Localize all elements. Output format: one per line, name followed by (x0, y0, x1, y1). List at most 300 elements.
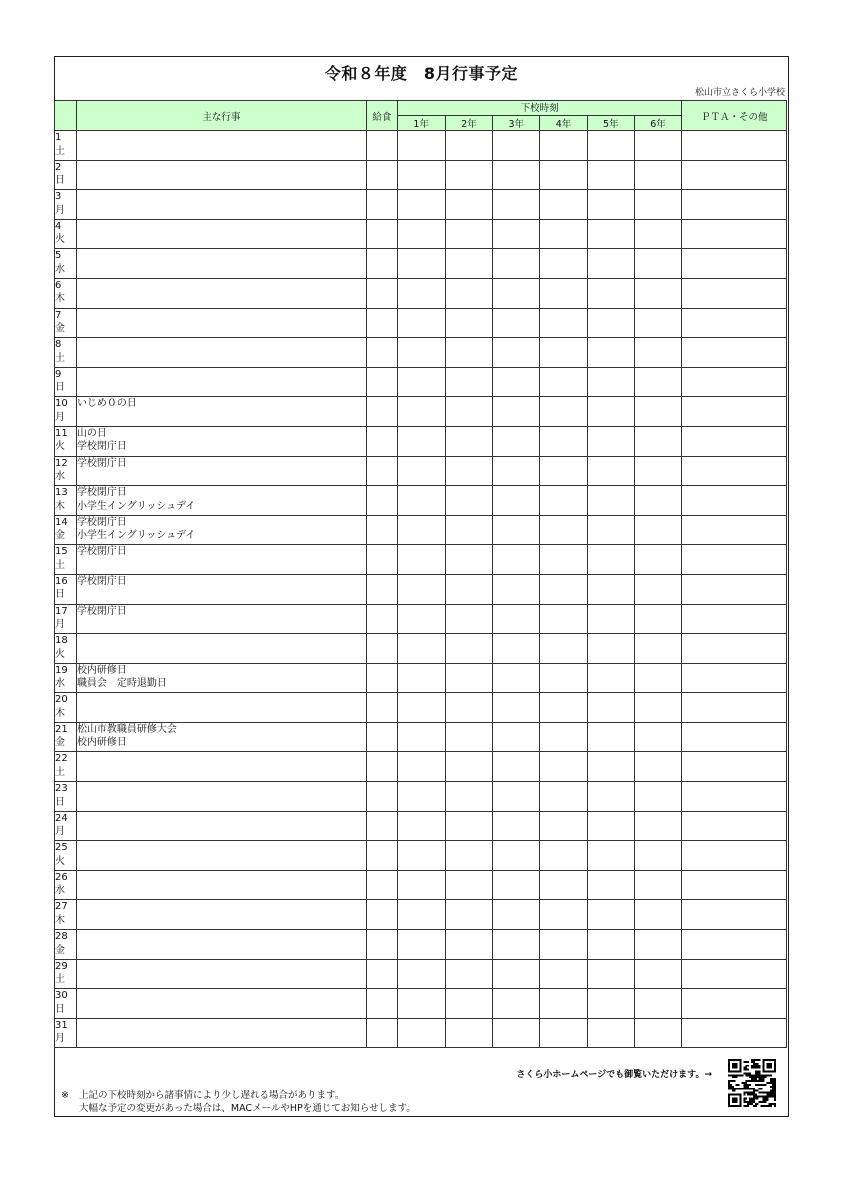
grade-cell (587, 278, 634, 308)
table-row (55, 574, 787, 604)
pta-cell (682, 1018, 787, 1048)
grade-cell (634, 930, 682, 960)
lunch-cell (366, 160, 397, 190)
event-line (77, 989, 366, 1003)
date-number: 23 (55, 783, 68, 795)
day-of-week: 火 (55, 855, 65, 867)
grade-cell (397, 811, 445, 841)
table-row (55, 782, 787, 812)
grade-header: 1年 (397, 116, 445, 131)
lunch-cell (366, 782, 397, 812)
date-number: 9 (55, 368, 62, 380)
events-cell (76, 574, 366, 604)
grade-cell (445, 811, 493, 841)
events-cell (76, 456, 366, 486)
lunch-cell (366, 190, 397, 220)
lunch-cell (366, 693, 397, 723)
grade-cell (493, 190, 540, 220)
grade-cell (634, 722, 682, 752)
date-cell (55, 160, 77, 190)
day-of-week: 日 (55, 796, 65, 808)
pta-cell (682, 634, 787, 664)
grade-cell (540, 249, 588, 279)
day-of-week: 月 (55, 411, 65, 423)
date-cell (55, 426, 77, 456)
date-number: 14 (55, 516, 68, 528)
day-of-week: 木 (55, 914, 65, 926)
event-line (77, 249, 366, 263)
grade-cell (397, 722, 445, 752)
day-of-week: 木 (55, 707, 65, 719)
event-line (77, 338, 366, 352)
grade-cell (445, 338, 493, 368)
table-row (55, 426, 787, 456)
grade-cell (493, 278, 540, 308)
event-line (77, 930, 366, 944)
event-line (77, 900, 366, 914)
grade-cell (540, 693, 588, 723)
notes (61, 1089, 416, 1115)
date-cell (55, 604, 77, 634)
events-cell (76, 131, 366, 161)
grade-cell (587, 722, 634, 752)
grade-cell (493, 693, 540, 723)
date-number: 7 (55, 309, 62, 321)
grade-cell (493, 634, 540, 664)
date-number: 15 (55, 546, 68, 558)
lunch-cell (366, 367, 397, 397)
grade-cell (397, 604, 445, 634)
table-row (55, 870, 787, 900)
date-cell (55, 959, 77, 989)
grade-cell (587, 841, 634, 871)
date-number: 29 (55, 960, 68, 972)
lunch-cell (366, 486, 397, 516)
lunch-cell (366, 752, 397, 782)
grade-cell (540, 574, 588, 604)
grade-cell (587, 930, 634, 960)
date-cell (55, 634, 77, 664)
grade-cell (445, 722, 493, 752)
day-of-week: 日 (55, 589, 65, 601)
pta-cell (682, 160, 787, 190)
table-row (55, 367, 787, 397)
events-cell (76, 930, 366, 960)
pta-cell (682, 219, 787, 249)
event-line (77, 309, 366, 323)
grade-cell (587, 782, 634, 812)
day-of-week: 土 (55, 559, 65, 571)
grade-cell (634, 308, 682, 338)
grade-cell (397, 545, 445, 575)
table-row (55, 249, 787, 279)
page-title: 令和８年度 8月行事予定 (324, 64, 519, 83)
event-line: 山の日 (76, 427, 107, 439)
table-row (55, 131, 787, 161)
event-line (77, 618, 366, 632)
lunch-cell (366, 574, 397, 604)
pta-cell (682, 693, 787, 723)
grade-cell (540, 486, 588, 516)
grade-cell (540, 634, 588, 664)
grade-cell (540, 604, 588, 634)
date-number: 5 (55, 250, 62, 262)
note-line: 大幅な予定の変更があった場合は、MACメールやHPを通じてお知らせします。 (79, 1103, 416, 1114)
grade-cell (587, 367, 634, 397)
lunch-cell (366, 634, 397, 664)
event-line: 学校閉庁日 (76, 457, 127, 469)
grade-cell (634, 338, 682, 368)
grade-cell (540, 841, 588, 871)
grade-cell (397, 456, 445, 486)
grade-cell (493, 782, 540, 812)
pta-cell (682, 367, 787, 397)
events-cell (76, 634, 366, 664)
grade-cell (587, 634, 634, 664)
events-cell (76, 870, 366, 900)
schedule-sheet (54, 56, 789, 1117)
grade-cell (397, 989, 445, 1019)
day-of-week: 火 (55, 234, 65, 246)
events-cell (76, 397, 366, 427)
grade-cell (587, 959, 634, 989)
grade-cell (397, 634, 445, 664)
grade-cell (587, 456, 634, 486)
grade-cell (540, 989, 588, 1019)
day-of-week: 月 (55, 204, 65, 216)
grade-cell (587, 486, 634, 516)
grade-cell (493, 663, 540, 693)
grade-cell (397, 752, 445, 782)
event-line: いじめ０の日 (76, 398, 137, 410)
grade-cell (540, 190, 588, 220)
date-number: 19 (55, 664, 68, 676)
date-number: 10 (55, 398, 68, 410)
grade-cell (493, 870, 540, 900)
date-cell (55, 900, 77, 930)
grade-cell (540, 456, 588, 486)
event-line (77, 233, 366, 247)
grade-cell (634, 634, 682, 664)
pta-cell (682, 870, 787, 900)
event-line (77, 960, 366, 974)
event-line (77, 841, 366, 855)
lunch-cell (366, 278, 397, 308)
event-line (77, 944, 366, 958)
date-number: 3 (55, 191, 62, 203)
pta-cell (682, 190, 787, 220)
pta-cell (682, 574, 787, 604)
pta-cell (682, 989, 787, 1019)
note-mark: ※ (61, 1090, 69, 1101)
pta-cell (682, 486, 787, 516)
grade-cell (587, 338, 634, 368)
grade-cell (634, 515, 682, 545)
day-of-week: 水 (55, 471, 65, 483)
grade-cell (587, 131, 634, 161)
event-line: 学校閉庁日 (76, 546, 127, 558)
day-of-week: 土 (55, 974, 65, 986)
date-cell (55, 219, 77, 249)
grade-cell (493, 131, 540, 161)
grade-cell (397, 959, 445, 989)
event-line (77, 204, 366, 218)
event-line: 職員会 定時退勤日 (76, 678, 167, 690)
grade-cell (587, 190, 634, 220)
grade-cell (493, 841, 540, 871)
grade-cell (493, 249, 540, 279)
table-row (55, 456, 787, 486)
grade-cell (587, 752, 634, 782)
table-row (55, 308, 787, 338)
grade-cell (540, 160, 588, 190)
table-row (55, 959, 787, 989)
schedule-body (55, 131, 787, 1048)
lunch-cell (366, 1018, 397, 1048)
pta-cell (682, 841, 787, 871)
date-number: 16 (55, 575, 68, 587)
event-line (77, 648, 366, 662)
grade-cell (587, 574, 634, 604)
grade-cell (634, 219, 682, 249)
events-cell (76, 782, 366, 812)
date-cell (55, 870, 77, 900)
qr-code-icon[interactable] (728, 1059, 776, 1107)
event-line (77, 470, 366, 484)
date-number: 27 (55, 901, 68, 913)
event-line (77, 381, 366, 395)
grade-cell (445, 663, 493, 693)
pta-cell (682, 959, 787, 989)
event-line: 小学生イングリッシュデイ (76, 500, 196, 512)
date-number: 2 (55, 161, 62, 173)
event-line (77, 634, 366, 648)
day-of-week: 日 (55, 1003, 65, 1015)
grade-cell (445, 1018, 493, 1048)
date-number: 17 (55, 605, 68, 617)
grade-cell (587, 545, 634, 575)
lunch-cell (366, 338, 397, 368)
grade-cell (587, 308, 634, 338)
grade-cell (540, 900, 588, 930)
grade-cell (587, 1018, 634, 1048)
table-row (55, 219, 787, 249)
date-cell (55, 308, 77, 338)
table-row (55, 1018, 787, 1048)
grade-cell (540, 782, 588, 812)
date-number: 31 (55, 1019, 68, 1031)
events-cell (76, 426, 366, 456)
grade-cell (493, 426, 540, 456)
grade-cell (397, 574, 445, 604)
pta-cell (682, 278, 787, 308)
pta-cell (682, 930, 787, 960)
grade-cell (397, 426, 445, 456)
grade-cell (540, 338, 588, 368)
grade-cell (397, 131, 445, 161)
date-cell (55, 131, 77, 161)
grade-cell (540, 219, 588, 249)
lunch-cell (366, 930, 397, 960)
lunch-cell (366, 456, 397, 486)
pta-cell (682, 782, 787, 812)
grade-cell (445, 870, 493, 900)
pta-cell (682, 811, 787, 841)
lunch-cell (366, 663, 397, 693)
grade-cell (397, 870, 445, 900)
table-row (55, 841, 787, 871)
grade-cell (397, 397, 445, 427)
grade-cell (397, 249, 445, 279)
grade-cell (493, 574, 540, 604)
events-cell (76, 1018, 366, 1048)
lunch-cell (366, 397, 397, 427)
grade-cell (634, 989, 682, 1019)
dismissal-header: 下校時刻 (397, 101, 682, 116)
grade-cell (445, 634, 493, 664)
grade-cell (493, 604, 540, 634)
lunch-cell (366, 722, 397, 752)
events-cell (76, 841, 366, 871)
grade-cell (397, 930, 445, 960)
grade-cell (397, 338, 445, 368)
grade-cell (493, 545, 540, 575)
events-cell (76, 545, 366, 575)
grade-cell (493, 811, 540, 841)
grade-cell (397, 1018, 445, 1048)
grade-cell (493, 486, 540, 516)
date-cell (55, 752, 77, 782)
date-number: 4 (55, 220, 62, 232)
event-line (77, 322, 366, 336)
grade-cell (634, 811, 682, 841)
lunch-cell (366, 900, 397, 930)
date-cell (55, 989, 77, 1019)
date-number: 24 (55, 812, 68, 824)
footer (55, 1051, 788, 1117)
table-row (55, 811, 787, 841)
grade-cell (634, 574, 682, 604)
grade-cell (587, 219, 634, 249)
table-row (55, 663, 787, 693)
grade-cell (587, 870, 634, 900)
grade-cell (397, 693, 445, 723)
date-cell (55, 338, 77, 368)
date-cell (55, 249, 77, 279)
grade-cell (493, 160, 540, 190)
grade-cell (397, 663, 445, 693)
grade-cell (445, 456, 493, 486)
grade-cell (493, 959, 540, 989)
date-cell (55, 190, 77, 220)
grade-cell (587, 515, 634, 545)
grade-cell (634, 367, 682, 397)
table-row (55, 486, 787, 516)
date-cell (55, 782, 77, 812)
grade-cell (634, 131, 682, 161)
event-line: 学校閉庁日 (76, 516, 127, 528)
event-line: 学校閉庁日 (76, 441, 127, 453)
grade-cell (445, 486, 493, 516)
event-line (77, 588, 366, 602)
grade-header: 2年 (445, 116, 493, 131)
grade-cell (540, 278, 588, 308)
grade-cell (397, 278, 445, 308)
pta-cell (682, 604, 787, 634)
date-number: 6 (55, 279, 62, 291)
grade-cell (634, 959, 682, 989)
date-cell (55, 397, 77, 427)
grade-cell (540, 308, 588, 338)
event-line: 校内研修日 (76, 664, 127, 676)
grade-cell (540, 752, 588, 782)
pta-cell (682, 308, 787, 338)
lunch-cell (366, 811, 397, 841)
event-line (77, 855, 366, 869)
day-of-week: 金 (55, 944, 65, 956)
pta-cell (682, 545, 787, 575)
grade-cell (540, 722, 588, 752)
date-cell (55, 545, 77, 575)
grade-cell (493, 308, 540, 338)
day-of-week: 土 (55, 766, 65, 778)
grade-cell (540, 545, 588, 575)
events-cell (76, 959, 366, 989)
table-row (55, 190, 787, 220)
grade-cell (397, 190, 445, 220)
event-line (77, 131, 366, 145)
lunch-cell (366, 989, 397, 1019)
lunch-header: 給食 (366, 101, 397, 131)
table-row (55, 900, 787, 930)
lunch-cell (366, 959, 397, 989)
events-cell (76, 249, 366, 279)
event-line (77, 796, 366, 810)
table-row (55, 722, 787, 752)
events-cell (76, 278, 366, 308)
day-of-week: 水 (55, 885, 65, 897)
grade-cell (493, 515, 540, 545)
grade-cell (397, 900, 445, 930)
table-row (55, 397, 787, 427)
schedule-table (54, 100, 787, 1048)
lunch-cell (366, 249, 397, 279)
grade-cell (540, 397, 588, 427)
note-line: 上記の下校時刻から諸事情により少し遅れる場合があります。 (79, 1090, 345, 1101)
grade-cell (634, 397, 682, 427)
grade-cell (445, 131, 493, 161)
event-line (77, 812, 366, 826)
date-number: 21 (55, 723, 68, 735)
grade-header: 3年 (493, 116, 540, 131)
grade-cell (445, 782, 493, 812)
day-of-week: 日 (55, 382, 65, 394)
day-of-week: 火 (55, 648, 65, 660)
grade-cell (634, 486, 682, 516)
date-number: 20 (55, 694, 68, 706)
date-number: 26 (55, 871, 68, 883)
grade-cell (634, 663, 682, 693)
event-line (77, 161, 366, 175)
date-number: 28 (55, 931, 68, 943)
grade-cell (445, 249, 493, 279)
grade-cell (634, 1018, 682, 1048)
grade-cell (634, 249, 682, 279)
date-cell (55, 1018, 77, 1048)
grade-cell (587, 160, 634, 190)
table-row (55, 160, 787, 190)
events-cell (76, 811, 366, 841)
